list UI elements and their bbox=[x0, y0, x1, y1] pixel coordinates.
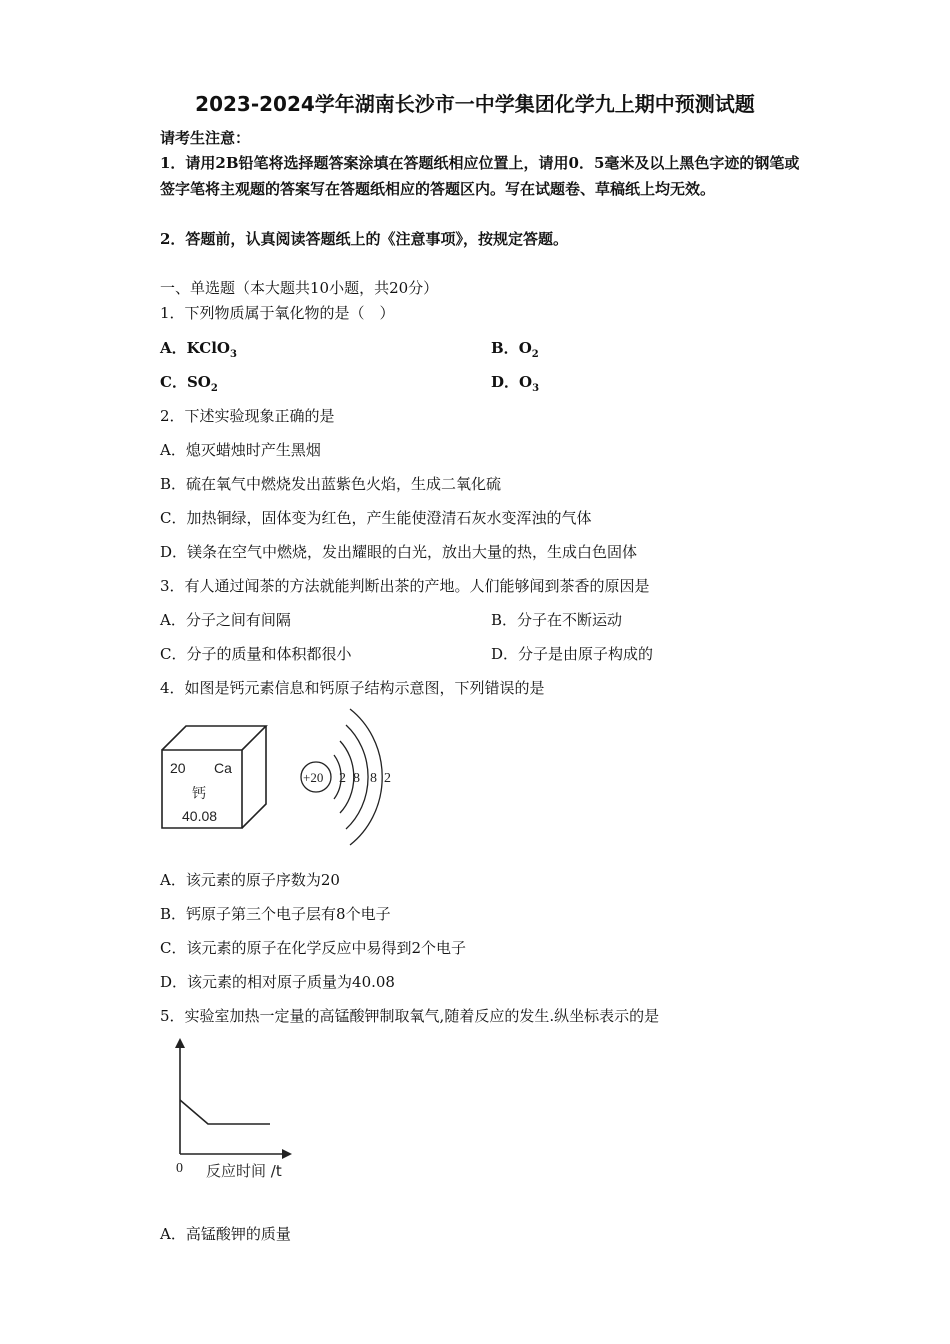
q3-option-a: A．分子之间有间隔 bbox=[160, 611, 291, 629]
atom-structure-figure bbox=[296, 705, 406, 855]
q5-option-a: A．高锰酸钾的质量 bbox=[160, 1225, 291, 1243]
notice-heading: 请考生注意： bbox=[160, 129, 251, 147]
q1-option-b-formula: O bbox=[518, 339, 532, 357]
q1-option-d-label: D． bbox=[491, 373, 520, 391]
shell-4-electrons: 2 bbox=[384, 771, 391, 786]
shell-2-electrons: 8 bbox=[353, 771, 360, 786]
q3-option-d: D．分子是由原子构成的 bbox=[491, 645, 654, 663]
page-title: 2023-2024学年湖南长沙市一中学集团化学九上期中预测试题 bbox=[195, 92, 755, 116]
q1-option-d-subscript: 3 bbox=[532, 383, 540, 394]
q1-option-b-subscript: 2 bbox=[531, 349, 539, 360]
q1-option-a-formula: KClO bbox=[186, 339, 230, 357]
q2-option-c: C．加热铜绿，固体变为红色，产生能使澄清石灰水变浑浊的气体 bbox=[160, 509, 592, 527]
shell-1-electrons: 2 bbox=[339, 771, 346, 786]
q3-option-b: B．分子在不断运动 bbox=[491, 611, 623, 629]
shell-3-electrons: 8 bbox=[370, 771, 377, 786]
notice-item-2: 2．答题前，认真阅读答题纸上的《注意事项》，按规定答题。 bbox=[160, 230, 568, 248]
q4-option-d: D．该元素的相对原子质量为40.08 bbox=[160, 973, 395, 991]
q5-stem: 5．实验室加热一定量的高锰酸钾制取氧气,随着反应的发生.纵坐标表示的是 bbox=[160, 1007, 660, 1025]
graph-curve bbox=[180, 1100, 270, 1124]
y-axis-arrow-icon bbox=[175, 1038, 185, 1048]
graph-origin-label: 0 bbox=[176, 1161, 183, 1176]
q1-option-a-label: A． bbox=[160, 339, 187, 357]
q2-stem: 2．下述实验现象正确的是 bbox=[160, 407, 335, 425]
q2-option-a: A．熄灭蜡烛时产生黑烟 bbox=[160, 441, 321, 459]
element-name: 钙 bbox=[192, 786, 206, 802]
q1-stem: 1．下列物质属于氧化物的是（ ） bbox=[160, 304, 395, 322]
q1-option-c bbox=[160, 371, 218, 394]
element-card-figure bbox=[160, 724, 270, 830]
notice-item-1: 1．请用2B铅笔将选择题答案涂填在答题纸相应位置上，请用0．5毫米及以上黑色字迹的钢笔或签字笔将主观题的答案写在答题纸相应的答题区内。写在试题卷、草稿纸上均无效。 bbox=[160, 154, 800, 198]
nucleus-charge: +20 bbox=[303, 770, 324, 785]
q4-stem: 4．如图是钙元素信息和钙原子结构示意图，下列错误的是 bbox=[160, 679, 545, 697]
q1-option-c-subscript: 2 bbox=[210, 383, 218, 394]
q1-option-d-formula: O bbox=[519, 373, 533, 391]
atomic-number: 20 bbox=[170, 760, 186, 776]
q2-option-d: D．镁条在空气中燃烧，发出耀眼的白光，放出大量的热，生成白色固体 bbox=[160, 543, 638, 561]
q1-option-b-label: B． bbox=[491, 339, 519, 357]
q1-option-a bbox=[160, 337, 237, 360]
q3-option-c: C．分子的质量和体积都很小 bbox=[160, 645, 352, 663]
atomic-mass: 40.08 bbox=[182, 808, 218, 824]
q1-option-c-formula: SO bbox=[186, 373, 211, 391]
q4-option-a: A．该元素的原子序数为20 bbox=[160, 871, 340, 889]
q4-option-b: B．钙原子第三个电子层有8个电子 bbox=[160, 905, 391, 923]
q2-option-b: B．硫在氧气中燃烧发出蓝紫色火焰，生成二氧化硫 bbox=[160, 475, 502, 493]
card-top-face bbox=[162, 726, 266, 750]
q1-option-c-label: C． bbox=[160, 373, 187, 391]
element-symbol: Ca bbox=[214, 760, 232, 776]
card-side-face bbox=[242, 726, 266, 828]
graph-x-label: 反应时间 /t bbox=[206, 1162, 282, 1180]
q4-option-c: C．该元素的原子在化学反应中易得到2个电子 bbox=[160, 939, 467, 957]
x-axis-arrow-icon bbox=[282, 1149, 292, 1159]
q1-option-b bbox=[491, 337, 539, 360]
q1-option-a-subscript: 3 bbox=[229, 349, 237, 360]
section-heading: 一、单选题（本大题共10小题，共20分） bbox=[160, 279, 439, 297]
q5-graph bbox=[168, 1038, 308, 1183]
q3-stem: 3．有人通过闻茶的方法就能判断出茶的产地。人们能够闻到茶香的原因是 bbox=[160, 577, 650, 595]
q1-option-d bbox=[491, 371, 539, 394]
